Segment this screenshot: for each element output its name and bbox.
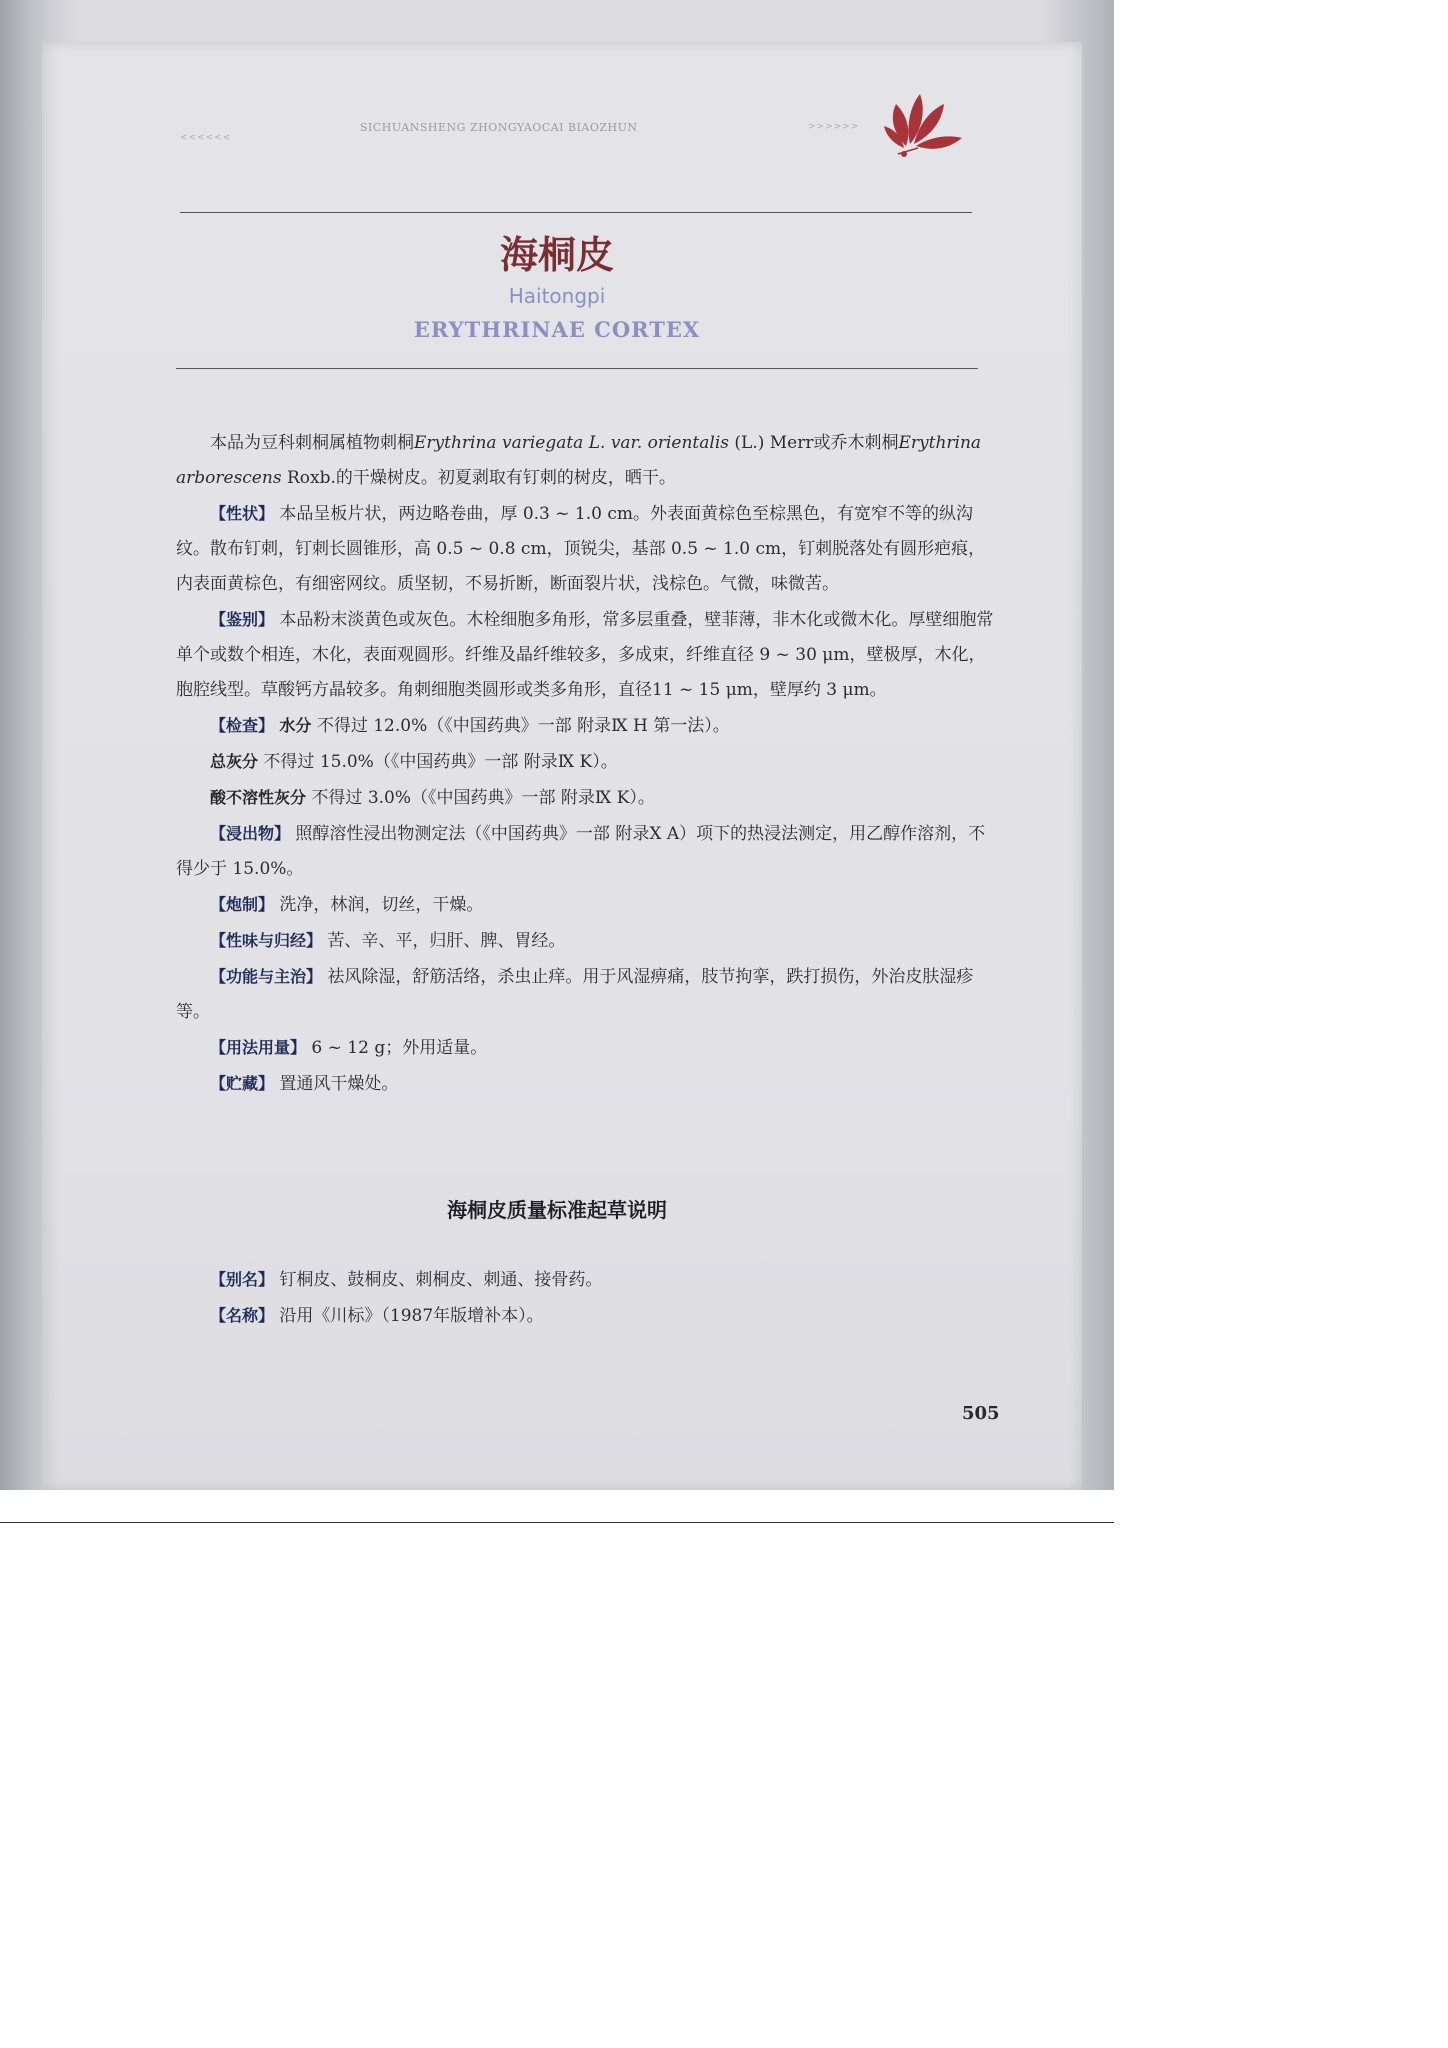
monograph-body <box>176 426 994 1102</box>
section-storage: 【贮藏】 置通风干燥处。 <box>210 1074 399 1094</box>
section-tag: 【浸出物】 <box>210 824 291 843</box>
total-ash-label: 总灰分 <box>210 752 259 771</box>
section-dosage: 【用法用量】 6 ~ 12 g；外用适量。 <box>210 1038 488 1058</box>
chevron-left-icon: <<<<<< <box>180 133 232 143</box>
section-tag: 【名称】 <box>210 1306 275 1325</box>
page-title: 海桐皮 <box>499 232 614 277</box>
intro-paragraph: 本品为豆科刺桐属植物刺桐Erythrina variegata L. var. orientalis (L.) Merr或乔木刺桐Erythrina arborescens Roxb.的干燥树皮。初夏剥取有钉刺的树皮，晒干。 <box>176 433 982 488</box>
section-extract: 【浸出物】 照醇溶性浸出物测定法（《中国药典》一部 附录X A）项下的热浸法测定，用乙醇作溶剂，不得少于 15.0%。 <box>176 824 986 879</box>
section-tag: 【性味与归经】 <box>210 931 323 950</box>
section-inspection: 【检查】 水分 不得过 12.0%（《中国药典》一部 附录Ⅸ H 第一法）。 <box>210 716 730 736</box>
section-alias: 【别名】 钉桐皮、鼓桐皮、刺桐皮、刺通、接骨药。 <box>210 1270 603 1290</box>
running-head: SICHUANSHENG ZHONGYAOCAI BIAOZHUN <box>360 121 638 134</box>
acid-ash-label: 酸不溶性灰分 <box>210 788 307 807</box>
species-name: Erythrina variegata L. var. orientalis <box>414 433 729 453</box>
chevron-right-icon: >>>>>> <box>808 122 860 132</box>
title-rule <box>176 368 978 369</box>
section-tag: 【用法用量】 <box>210 1038 307 1057</box>
section-nature-meridian: 【性味与归经】 苦、辛、平，归肝、脾、胃经。 <box>210 931 566 951</box>
scan-border-line <box>0 1522 1114 1523</box>
header-rule <box>180 212 972 213</box>
section-tag: 【性状】 <box>210 504 275 523</box>
leaf-icon <box>884 88 966 160</box>
section-processing: 【炮制】 洗净，林润，切丝，干燥。 <box>210 895 484 915</box>
section-tag: 【炮制】 <box>210 895 275 914</box>
section-tag: 【功能与主治】 <box>210 967 323 986</box>
section-description: 【性状】 本品呈板片状，两边略卷曲，厚 0.3 ~ 1.0 cm。外表面黄棕色至棕黑色，有宽窄不等的纵沟纹。散布钉刺，钉刺长圆锥形，高 0.5 ~ 0.8 cm，顶锐尖，基部 0.5 ~ 1.0 cm，钉刺脱落处有圆形疤痕，内表面黄棕色，有细密网纹。质坚韧，不易折断，断面裂片状，浅棕色。气微，味微苦。 <box>176 504 986 594</box>
section-tag: 【贮藏】 <box>210 1074 275 1093</box>
section-tag: 【别名】 <box>210 1270 275 1289</box>
section-name: 【名称】 沿用《川标》（1987年版增补本）。 <box>210 1306 544 1326</box>
water-label: 水分 <box>279 716 312 735</box>
section-tag: 【鉴别】 <box>210 610 275 629</box>
drafting-body <box>176 1262 994 1334</box>
drafting-title: 海桐皮质量标准起草说明 <box>447 1198 667 1222</box>
page-number: 505 <box>962 1403 1000 1424</box>
section-tag: 【检查】 <box>210 716 275 735</box>
section-function: 【功能与主治】 祛风除湿，舒筋活络，杀虫止痒。用于风湿痹痛，肢节拘挛，跌打损伤，外治皮肤湿疹等。 <box>176 967 974 1022</box>
title-latin: ERYTHRINAE CORTEX <box>413 317 701 342</box>
total-ash-line: 总灰分 不得过 15.0%（《中国药典》一部 附录Ⅸ K）。 <box>210 752 618 772</box>
title-pinyin: Haitongpi <box>508 284 606 308</box>
section-identification: 【鉴别】 本品粉末淡黄色或灰色。木栓细胞多角形，常多层重叠，壁菲薄，非木化或微木化。厚壁细胞常单个或数个相连，木化，表面观圆形。纤维及晶纤维较多，多成束，纤维直径 9 ~ 30 μm，壁极厚，木化，胞腔线型。草酸钙方晶较多。角刺细胞类圆形或类多角形，直径11 ~ 15 μm，壁厚约 3 μm。 <box>176 610 994 700</box>
acid-ash-line: 酸不溶性灰分 不得过 3.0%（《中国药典》一部 附录Ⅸ K）。 <box>210 788 655 808</box>
species-name: Erythrina arborescens <box>176 433 982 488</box>
